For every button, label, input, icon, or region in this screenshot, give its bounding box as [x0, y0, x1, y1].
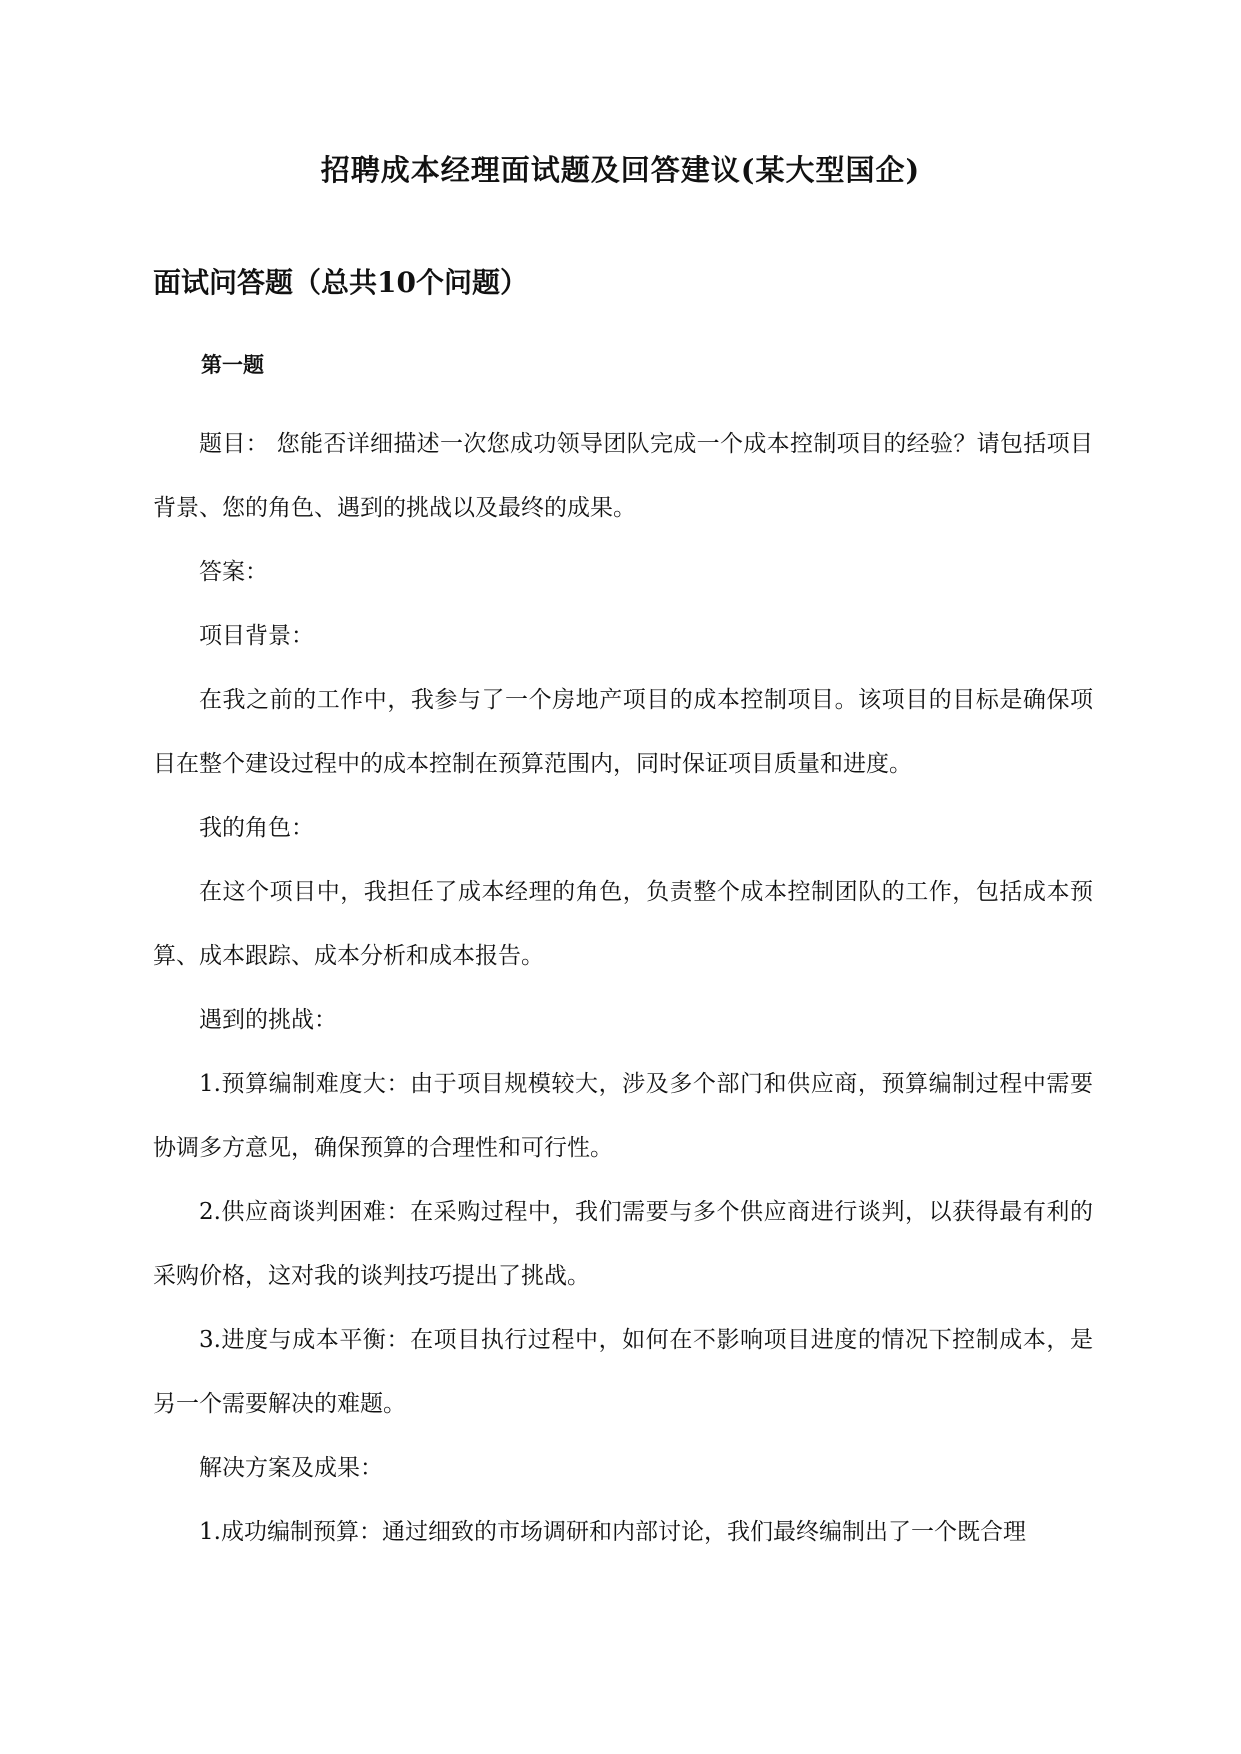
background-label: 项目背景： — [199, 623, 314, 649]
challenges-label: 遇到的挑战： — [199, 1007, 337, 1033]
challenge-item-3: 3.进度与成本平衡：在项目执行过程中，如何在不影响项目进度的情况下控制成本，是另一个需要解决的难题。 — [153, 1327, 1093, 1417]
challenge-item-2: 2.供应商谈判困难：在采购过程中，我们需要与多个供应商进行谈判，以获得最有利的采购价格，这对我的谈判技巧提出了挑战。 — [153, 1199, 1093, 1289]
solutions-label: 解决方案及成果： — [199, 1455, 383, 1481]
challenge-item-1: 1.预算编制难度大：由于项目规模较大，涉及多个部门和供应商，预算编制过程中需要协调多方意见，确保预算的合理性和可行性。 — [153, 1071, 1093, 1161]
solution-item-1: 1.成功编制预算：通过细致的市场调研和内部讨论，我们最终编制出了一个既合理 — [199, 1519, 1026, 1545]
question-heading: 第一题 — [201, 352, 264, 377]
role-paragraph: 在这个项目中，我担任了成本经理的角色，负责整个成本控制团队的工作，包括成本预算、成本跟踪、成本分析和成本报告。 — [153, 879, 1093, 969]
document-title: 招聘成本经理面试题及回答建议(某大型国企) — [320, 153, 921, 187]
section-heading: 面试问答题（总共10个问题） — [153, 266, 528, 299]
document-body — [153, 412, 1093, 1564]
answer-label: 答案： — [199, 559, 268, 585]
background-paragraph: 在我之前的工作中，我参与了一个房地产项目的成本控制项目。该项目的目标是确保项目在整个建设过程中的成本控制在预算范围内，同时保证项目质量和进度。 — [153, 687, 1093, 777]
role-label: 我的角色： — [199, 815, 314, 841]
question-prompt-paragraph: 题目： 您能否详细描述一次您成功领导团队完成一个成本控制项目的经验？请包括项目背景、您的角色、遇到的挑战以及最终的成果。 — [153, 431, 1093, 521]
